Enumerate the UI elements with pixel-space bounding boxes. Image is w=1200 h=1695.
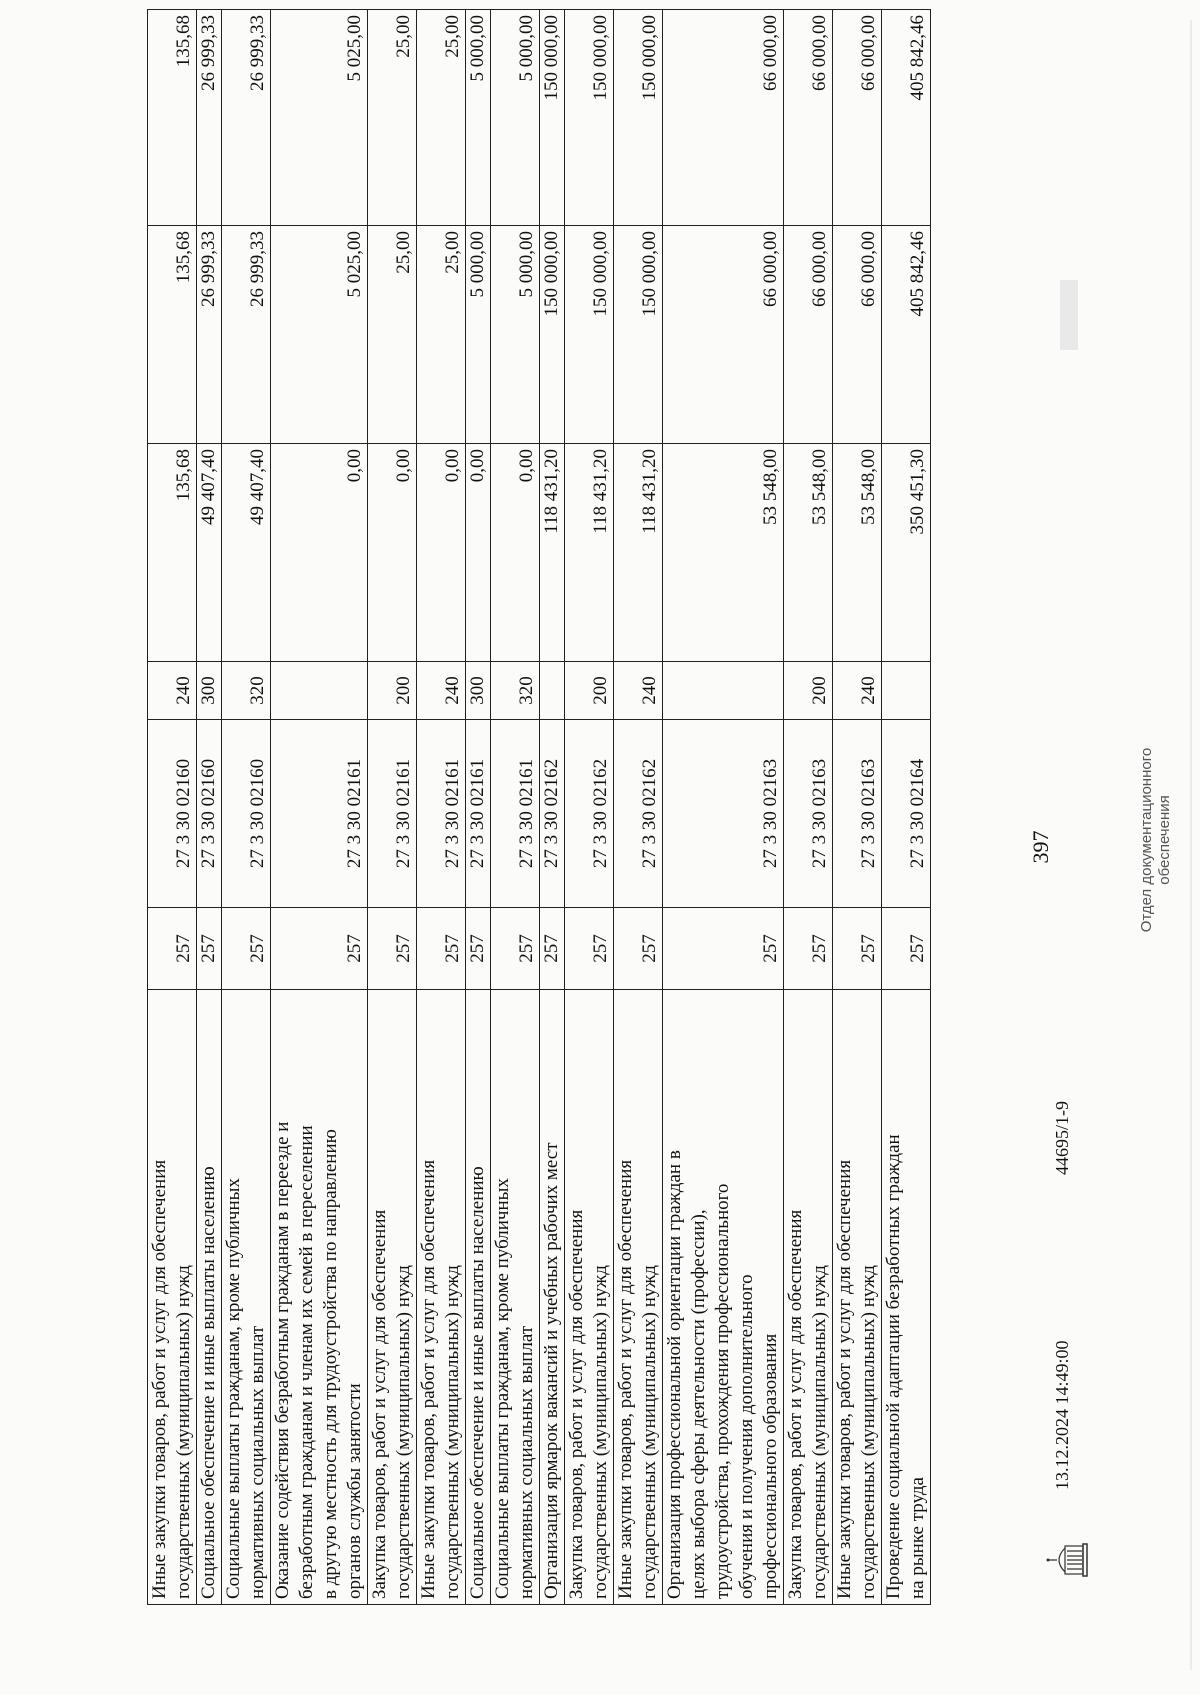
row-name-line: Социальные выплаты гражданам, кроме публичных — [223, 1178, 244, 1599]
row-amount-2: 5 000,00 — [491, 226, 540, 444]
row-name-line: Закупка товаров, работ и услуг для обеспечения — [785, 1209, 806, 1599]
row-name-line: Закупка товаров, работ и услуг для обеспечения — [369, 1209, 390, 1599]
row-amount-3: 26 999,33 — [197, 10, 222, 226]
row-name-line: государственных (муниципальных) нужд — [639, 1265, 660, 1599]
row-name-line: государственных (муниципальных) нужд — [442, 1265, 463, 1599]
table-row — [882, 10, 931, 1605]
row-name — [197, 990, 222, 1605]
row-name-line: Социальные выплаты гражданам, кроме публичных — [492, 1178, 513, 1599]
row-code: 257 — [614, 908, 663, 990]
row-expense-kind: 200 — [565, 662, 614, 720]
row-program-code: 27 3 30 02163 — [833, 720, 882, 908]
row-name-line: профессионального образования — [760, 1333, 781, 1599]
table-row — [148, 10, 197, 1605]
row-amount-1: 135,68 — [148, 444, 197, 662]
row-program-code: 27 3 30 02161 — [271, 720, 368, 908]
row-amount-1: 0,00 — [466, 444, 491, 662]
row-amount-1: 0,00 — [491, 444, 540, 662]
row-amount-1: 49 407,40 — [222, 444, 271, 662]
row-name — [271, 990, 368, 1605]
row-program-code: 27 3 30 02163 — [663, 720, 784, 908]
row-code: 257 — [222, 908, 271, 990]
row-name — [368, 990, 417, 1605]
row-amount-2: 25,00 — [368, 226, 417, 444]
table-row — [368, 10, 417, 1605]
row-amount-1: 118 431,20 — [565, 444, 614, 662]
row-name-line: органов службы занятости — [344, 1383, 365, 1599]
row-name — [882, 990, 931, 1605]
row-amount-1: 53 548,00 — [833, 444, 882, 662]
row-code: 257 — [663, 908, 784, 990]
row-name-line: Оказание содействия безработным гражданам в переезде и — [272, 1121, 293, 1599]
table-row — [271, 10, 368, 1605]
table-row — [417, 10, 466, 1605]
stamp-line-1: Отдел документационного — [1138, 747, 1155, 933]
government-building-icon — [1045, 1540, 1091, 1580]
scan-artifact — [1190, 20, 1192, 1670]
row-program-code: 27 3 30 02160 — [197, 720, 222, 908]
row-name-line: в другую местность для трудоустройства по направлению — [320, 1129, 341, 1599]
row-code: 257 — [565, 908, 614, 990]
row-program-code: 27 3 30 02162 — [614, 720, 663, 908]
row-name-line: государственных (муниципальных) нужд — [858, 1265, 879, 1599]
row-expense-kind — [663, 662, 784, 720]
row-expense-kind: 240 — [417, 662, 466, 720]
row-amount-3: 25,00 — [417, 10, 466, 226]
row-name-line: Закупка товаров, работ и услуг для обеспечения — [566, 1209, 587, 1599]
row-name — [663, 990, 784, 1605]
row-name — [222, 990, 271, 1605]
department-stamp — [1138, 730, 1174, 950]
row-program-code: 27 3 30 02161 — [368, 720, 417, 908]
row-amount-2: 5 000,00 — [466, 226, 491, 444]
row-name-line: Социальное обеспечение и иные выплаты населению — [467, 1166, 488, 1599]
row-name-line: Социальное обеспечение и иные выплаты населению — [198, 1166, 219, 1599]
table-row — [491, 10, 540, 1605]
row-amount-2: 66 000,00 — [663, 226, 784, 444]
row-amount-3: 150 000,00 — [565, 10, 614, 226]
row-name — [784, 990, 833, 1605]
footer-date: 13.12.2024 14:49:00 — [1052, 1340, 1072, 1490]
row-amount-3: 5 000,00 — [491, 10, 540, 226]
stamp-line-2: обеспечения — [1156, 795, 1173, 885]
row-name-line: Иные закупки товаров, работ и услуг для обеспечения — [418, 1159, 439, 1599]
row-expense-kind: 240 — [148, 662, 197, 720]
row-expense-kind: 240 — [833, 662, 882, 720]
row-program-code: 27 3 30 02161 — [491, 720, 540, 908]
row-amount-1: 118 431,20 — [540, 444, 565, 662]
footer-doc-number: 44695/1-9 — [1052, 1101, 1072, 1175]
row-program-code: 27 3 30 02164 — [882, 720, 931, 908]
row-code: 257 — [491, 908, 540, 990]
row-amount-2: 26 999,33 — [222, 226, 271, 444]
row-name — [466, 990, 491, 1605]
row-amount-3: 150 000,00 — [614, 10, 663, 226]
table-row — [565, 10, 614, 1605]
row-amount-2: 26 999,33 — [197, 226, 222, 444]
row-name-line: целях выбора сферы деятельности (профессии), — [688, 1209, 709, 1599]
row-amount-3: 66 000,00 — [784, 10, 833, 226]
row-amount-2: 5 025,00 — [271, 226, 368, 444]
row-program-code: 27 3 30 02161 — [466, 720, 491, 908]
row-code: 257 — [540, 908, 565, 990]
row-amount-3: 66 000,00 — [663, 10, 784, 226]
page-number: 397 — [1028, 830, 1053, 864]
row-name-line: обучения и получения дополнительного — [736, 1274, 757, 1599]
row-amount-1: 0,00 — [417, 444, 466, 662]
row-name — [148, 990, 197, 1605]
row-name — [491, 990, 540, 1605]
row-code: 257 — [368, 908, 417, 990]
row-amount-3: 5 025,00 — [271, 10, 368, 226]
row-code: 257 — [417, 908, 466, 990]
scan-artifact — [1060, 280, 1078, 350]
row-code: 257 — [197, 908, 222, 990]
row-name — [540, 990, 565, 1605]
row-name — [417, 990, 466, 1605]
row-program-code: 27 3 30 02161 — [417, 720, 466, 908]
row-program-code: 27 3 30 02163 — [784, 720, 833, 908]
row-amount-2: 405 842,46 — [882, 226, 931, 444]
row-name-line: государственных (муниципальных) нужд — [809, 1265, 830, 1599]
row-name-line: трудоустройства, прохождения профессионального — [712, 1183, 733, 1599]
row-expense-kind: 240 — [614, 662, 663, 720]
table-row — [197, 10, 222, 1605]
row-program-code: 27 3 30 02160 — [148, 720, 197, 908]
row-name — [833, 990, 882, 1605]
row-name-line: Иные закупки товаров, работ и услуг для обеспечения — [615, 1159, 636, 1599]
table-row — [466, 10, 491, 1605]
row-program-code: 27 3 30 02160 — [222, 720, 271, 908]
row-amount-2: 66 000,00 — [833, 226, 882, 444]
row-program-code: 27 3 30 02162 — [565, 720, 614, 908]
row-amount-1: 53 548,00 — [784, 444, 833, 662]
row-amount-2: 135,68 — [148, 226, 197, 444]
row-name-line: Проведение социальной адаптации безработных граждан — [883, 1134, 904, 1599]
row-expense-kind — [271, 662, 368, 720]
row-code: 257 — [833, 908, 882, 990]
row-code: 257 — [784, 908, 833, 990]
row-name-line: Иные закупки товаров, работ и услуг для обеспечения — [149, 1159, 170, 1599]
row-expense-kind: 300 — [197, 662, 222, 720]
table-row — [833, 10, 882, 1605]
row-amount-3: 66 000,00 — [833, 10, 882, 226]
row-amount-1: 350 451,30 — [882, 444, 931, 662]
row-amount-1: 53 548,00 — [663, 444, 784, 662]
row-name-line: на рынке труда — [907, 1477, 928, 1599]
row-amount-1: 0,00 — [368, 444, 417, 662]
row-name-line: нормативных социальных выплат — [516, 1325, 537, 1599]
row-expense-kind: 320 — [222, 662, 271, 720]
row-name-line: государственных (муниципальных) нужд — [173, 1265, 194, 1599]
table-row — [784, 10, 833, 1605]
row-amount-2: 150 000,00 — [614, 226, 663, 444]
row-amount-2: 150 000,00 — [565, 226, 614, 444]
row-program-code: 27 3 30 02162 — [540, 720, 565, 908]
row-code: 257 — [148, 908, 197, 990]
table-row — [540, 10, 565, 1605]
table-row — [614, 10, 663, 1605]
row-expense-kind: 200 — [368, 662, 417, 720]
row-expense-kind: 200 — [784, 662, 833, 720]
row-name-line: нормативных социальных выплат — [247, 1325, 268, 1599]
row-name-line: государственных (муниципальных) нужд — [393, 1265, 414, 1599]
row-expense-kind: 320 — [491, 662, 540, 720]
row-expense-kind: 300 — [466, 662, 491, 720]
row-amount-3: 150 000,00 — [540, 10, 565, 226]
row-expense-kind — [882, 662, 931, 720]
budget-table — [147, 9, 931, 1605]
row-amount-2: 150 000,00 — [540, 226, 565, 444]
row-name — [565, 990, 614, 1605]
row-name — [614, 990, 663, 1605]
row-amount-1: 49 407,40 — [197, 444, 222, 662]
row-code: 257 — [271, 908, 368, 990]
row-amount-1: 118 431,20 — [614, 444, 663, 662]
row-name-line: Иные закупки товаров, работ и услуг для обеспечения — [834, 1159, 855, 1599]
row-code: 257 — [882, 908, 931, 990]
row-name-line: безработным гражданам и членам их семей в переселении — [296, 1125, 317, 1599]
row-name-line: Организация профессиональной ориентации граждан в — [664, 1150, 685, 1599]
row-amount-3: 25,00 — [368, 10, 417, 226]
row-name-line: государственных (муниципальных) нужд — [590, 1265, 611, 1599]
row-amount-3: 5 000,00 — [466, 10, 491, 226]
row-code: 257 — [466, 908, 491, 990]
row-expense-kind — [540, 662, 565, 720]
row-amount-3: 135,68 — [148, 10, 197, 226]
table-row — [663, 10, 784, 1605]
row-amount-2: 25,00 — [417, 226, 466, 444]
row-name-line: Организация ярмарок вакансий и учебных рабочих мест — [541, 1142, 562, 1599]
row-amount-3: 26 999,33 — [222, 10, 271, 226]
table-row — [222, 10, 271, 1605]
row-amount-2: 66 000,00 — [784, 226, 833, 444]
row-amount-3: 405 842,46 — [882, 10, 931, 226]
row-amount-1: 0,00 — [271, 444, 368, 662]
